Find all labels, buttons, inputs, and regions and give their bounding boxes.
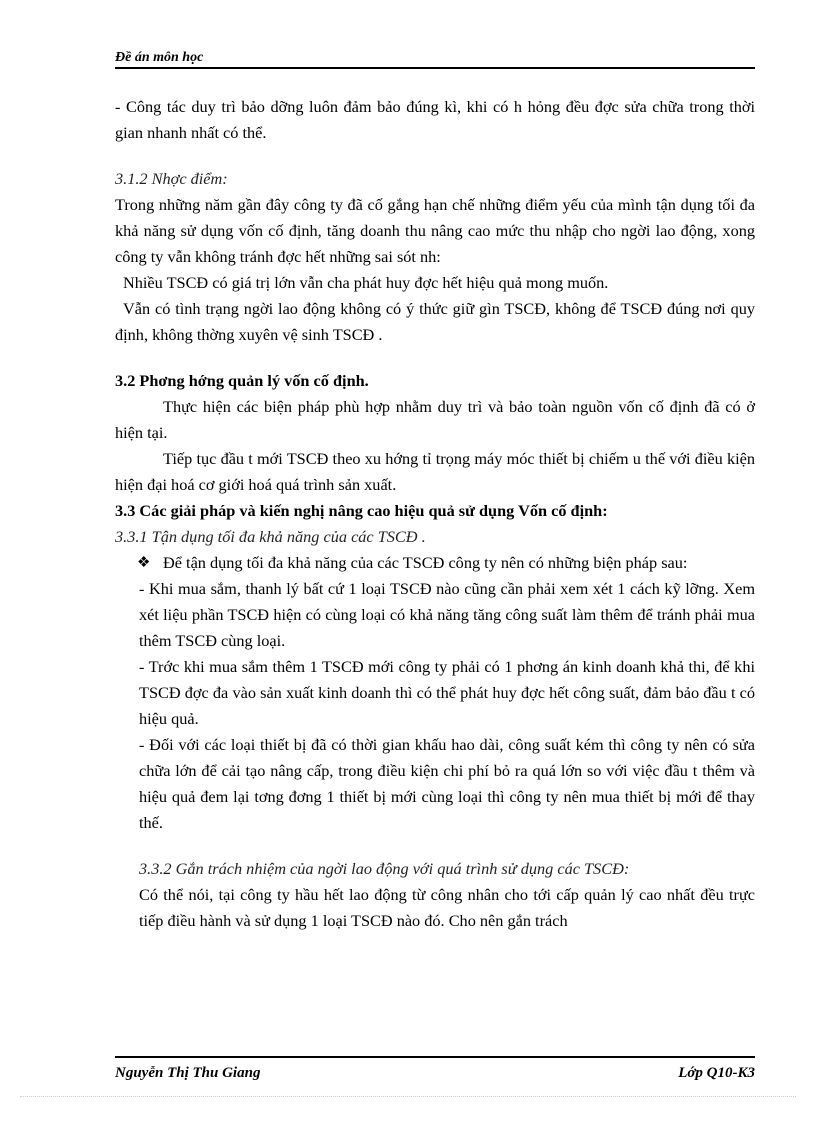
- section-heading: 3.3 Các giải pháp và kiến nghị nâng cao hiệu quả sử dụng Vốn cố định:: [115, 501, 608, 520]
- paragraph: Thực hiện các biện pháp phù hợp nhằm duy trì và bảo toàn nguồn vốn cố định đã có ở hiện tại.: [115, 397, 755, 442]
- section-heading: 3.2 Phơng hớng quản lý vốn cố định.: [115, 371, 369, 390]
- paragraph: - Công tác duy trì bảo dỡng luôn đảm bảo đúng kì, khi có h hỏng đều đợc sửa chữa trong thời gian nhanh nhất có thể.: [115, 97, 755, 142]
- subsection-heading: 3.3.2 Gắn trách nhiệm của ngời lao động với quá trình sử dụng các TSCĐ:: [139, 859, 630, 878]
- subsection-heading: 3.3.1 Tận dụng tối đa khả năng của các TSCĐ .: [115, 527, 426, 546]
- page-bottom-divider: [20, 1096, 796, 1097]
- paragraph: Tiếp tục đầu t mới TSCĐ theo xu hớng tỉ trọng máy móc thiết bị chiếm u thế với điều kiện hiện đại hoá cơ giới hoá quá trình sản xuất.: [115, 449, 755, 494]
- paragraph: Trong những năm gần đây công ty đã cố gắng hạn chế những điểm yếu của mình tận dụng tối đa khả năng sử dụng vốn cố định, tăng doanh thu nâng cao mức thu nhập cho ngời lao động, xong công ty vẫn không tránh đợc hết những sai sót nh:: [115, 195, 755, 266]
- paragraph: - Khi mua sắm, thanh lý bất cứ 1 loại TSCĐ nào cũng cần phải xem xét 1 cách kỹ lỡng. Xem xét liệu phần TSCĐ hiện có cùng loại có khả năng tăng công suất làm thêm để tránh phải mua thêm TSCĐ cùng loại.: [139, 579, 755, 650]
- footer-author: Nguyễn Thị Thu Giang: [115, 1065, 261, 1081]
- bullet-text: Để tận dụng tối đa khả năng của các TSCĐ công ty nên có những biện pháp sau:: [163, 553, 688, 572]
- section-heading: 3.1.2 Nhợc điểm:: [115, 169, 228, 188]
- paragraph: Có thể nói, tại công ty hầu hết lao động từ công nhân cho tới cấp quản lý cao nhất đều trực tiếp điều hành và sử dụng 1 loại TSCĐ nào đó. Cho nên gắn trách: [139, 885, 755, 930]
- diamond-bullet-icon: ❖: [137, 555, 151, 571]
- page-footer: [115, 1056, 755, 1082]
- bullet-paragraph: [115, 550, 755, 576]
- header-title: Đề án môn học: [115, 50, 204, 65]
- paragraph: Nhiều TSCĐ có giá trị lớn vẫn cha phát huy đợc hết hiệu quả mong muốn.: [123, 273, 609, 292]
- paragraph: - Đối với các loại thiết bị đã có thời gian khấu hao dài, công suất kém thì công ty nên có sửa chữa lớn để cải tạo nâng cấp, trong điều kiện chi phí bỏ ra quá lớn so với việc đầu t thêm và hiệu quả đem lại tơng đơng 1 thiết bị mới cùng loại thì công ty nên mua thiết bị mới để thay thế.: [139, 735, 755, 832]
- footer-class: Lớp Q10-K3: [678, 1065, 755, 1081]
- paragraph: Vẫn có tình trạng ngời lao động không có ý thức giữ gìn TSCĐ, không để TSCĐ đúng nơi quy định, không thờng xuyên vệ sinh TSCĐ .: [115, 299, 755, 344]
- page-content: [115, 94, 755, 934]
- page-header: [115, 50, 755, 69]
- paragraph: - Trớc khi mua sắm thêm 1 TSCĐ mới công ty phải có 1 phơng án kinh doanh khả thi, để khi TSCĐ đợc đa vào sản xuất kinh doanh thì có thể phát huy đợc hết công suất, đảm bảo đầu t có hiệu quả.: [139, 657, 755, 728]
